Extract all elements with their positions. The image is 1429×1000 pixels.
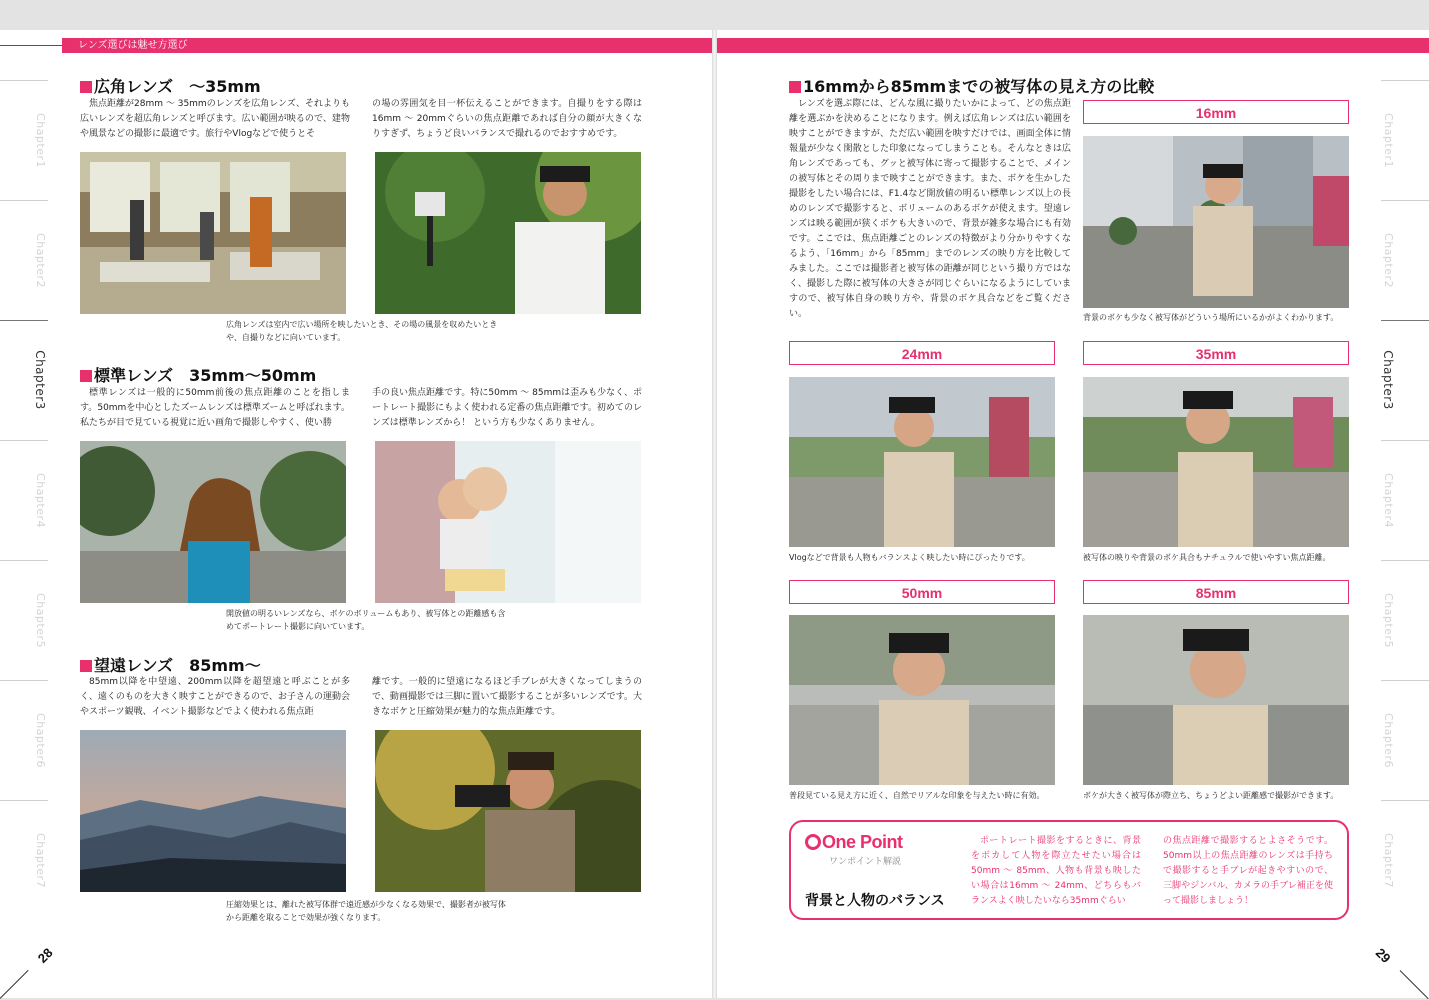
caption-standard: 開放値の明るいレンズなら、ボケのボリュームもあり、被写体との距離感も含めてポートレート撮影に向いています。 — [226, 609, 506, 631]
chapter-tab-label: Chapter7 — [33, 832, 47, 888]
chapter-tab — [1378, 324, 1398, 436]
section-wide-text-col2: の場の雰囲気を目一杯伝えることができます。自撮りをする際は16mm ～ 20mmぐらいの焦点距離であれば自分の顔が大きくなりすぎず、ちょうど良いバランスで撮れるのでおすすめです。 — [372, 99, 642, 139]
chapter-tab-label: Chapter5 — [33, 592, 47, 648]
chapter-tab-label: Chapter4 — [1381, 472, 1395, 528]
photo-photographer — [375, 730, 641, 892]
photo-children-curtain — [375, 441, 641, 603]
photo-16mm — [1083, 136, 1349, 308]
photo-indoor-group — [80, 152, 346, 314]
section-wide-text-col1: 焦点距離が28mm ～ 35mmのレンズを広角レンズ、それよりも広いレンズを超広角レンズと呼びます。広い範囲が映るので、建物や風景などの撮影に最適です。旅行やVlogなどで使うとそ — [80, 99, 350, 139]
photo-35mm — [1083, 377, 1349, 547]
header-band-right — [717, 38, 1429, 53]
caption-35mm: 被写体の映りや背景のボケ具合もナチュラルで使いやすい焦点距離。 — [1083, 553, 1331, 562]
section-title-standard: 標準レンズ 35mm～50mm — [80, 363, 316, 386]
chapter-tab — [30, 564, 50, 676]
section-telephoto-text-col2: 離です。一般的に望遠になるほど手ブレが大きくなってしまうので、動画撮影では三脚に置いて撮影することが多いレンズです。大きなボケと圧縮効果が魅力的な焦点距離です。 — [372, 677, 642, 717]
one-point-text-col1: ポートレート撮影をするときに、背景をボカして人物を際立たせたい場合は50mm ～ 85mm、人物も背景も映したい場合は16mm ～ 24mm、どちらもバランスよく映したいなら35mmぐらい — [971, 836, 1141, 906]
photo-vlog-man — [375, 152, 641, 314]
chapter-tab-divider — [0, 680, 48, 681]
chapter-tab-label: Chapter1 — [1381, 112, 1395, 168]
label-16mm: 16mm — [1083, 100, 1349, 124]
page-number-left: 28 — [34, 945, 56, 966]
chapter-tab-label: Chapter4 — [33, 472, 47, 528]
label-24mm: 24mm — [789, 341, 1055, 365]
chapter-tab-label: Chapter1 — [33, 112, 47, 168]
comparison-title: 16mmから85mmまでの被写体の見え方の比較 — [789, 74, 1154, 97]
comparison-intro: レンズを選ぶ際には、どんな風に撮りたいかによって、どの焦点距離を選ぶかを決めることになります。例えば広角レンズは広い範囲を映すことができますが、ただ広い範囲を映すだけでは、画面全体に情報量が少なく閑散とした印象になってしまうことも。そんなときは広角レンズであっても、グッと被写体に寄って撮影することで、メインの被写体とその周りまで映すことができます。また、ボケを生かした撮影をしたい場合には、F1.4など開放値の明るい標準レンズ以上の長めのレンズで撮影すると、ボリュームのあるボケが使えます。望遠レンズは映る範囲が狭くボケも大きいので、背景が雑多な場合にも有効です。ここでは、焦点距離ごとのレンズの特徴がより分かりやすくなるよう、「16mm」から「85mm」までのレンズの映り方を比較してみました。ここでは撮影者と被写体の距離が同じという撮り方ではなく、撮影した際に被写体の大きさが同じぐらいになるようにしていますので、被写体自身の映り方や、背景のボケ具合などをご覧ください。 — [789, 99, 1071, 319]
one-point-title: 背景と人物のバランス — [805, 893, 945, 909]
section-title-wide: 広角レンズ ～35mm — [80, 74, 261, 97]
chapter-tab — [1378, 684, 1398, 796]
chapter-tab — [30, 804, 50, 916]
chapter-tab — [30, 84, 50, 196]
label-35mm: 35mm — [1083, 341, 1349, 365]
label-50mm: 50mm — [789, 580, 1055, 604]
caption-50mm: 普段見ている見え方に近く、自然でリアルな印象を与えたい時に有効。 — [789, 791, 1045, 800]
chapter-tab — [30, 204, 50, 316]
section-marker — [80, 660, 92, 672]
section-telephoto-text-col1: 85mm以降を中望遠、200mm以降を超望遠と呼ぶことが多く、遠くのものを大きく映すことができるので、お子さんの運動会やスポーツ観戦、イベント撮影などでよく使われる焦点距 — [80, 677, 350, 717]
chapter-tab-label: Chapter6 — [1381, 712, 1395, 768]
chapter-tab-divider — [0, 560, 48, 561]
section-title-telephoto: 望遠レンズ 85mm～ — [80, 653, 261, 676]
caption-wide: 広角レンズは室内で広い場所を映したいとき、その場の風景を収めたいときや、自撮りなどに向いています。 — [226, 320, 498, 342]
chapter-tab-label: Chapter6 — [33, 712, 47, 768]
chapter-tab-divider — [1381, 80, 1429, 81]
page-number-right: 29 — [1372, 945, 1394, 966]
chapter-tab-label: Chapter3 — [33, 350, 47, 410]
header-rule-left — [0, 45, 62, 46]
chapter-tab-divider — [0, 80, 48, 81]
chapter-tab-divider — [0, 800, 48, 801]
running-title: レンズ選びは魅せ方選び — [78, 40, 188, 51]
chapter-tab-divider — [0, 440, 48, 441]
chapter-tab-divider — [1381, 800, 1429, 801]
book-gutter — [712, 30, 717, 998]
chapter-tab-label: Chapter2 — [1381, 232, 1395, 288]
chapter-tab-divider — [1381, 680, 1429, 681]
photo-50mm — [789, 615, 1055, 785]
chapter-tab-label: Chapter5 — [1381, 592, 1395, 648]
photo-85mm — [1083, 615, 1349, 785]
chapter-tab — [30, 684, 50, 796]
chapter-tab-divider — [1381, 440, 1429, 441]
chapter-tab-label: Chapter3 — [1381, 350, 1395, 410]
chapter-tab — [1378, 204, 1398, 316]
section-marker — [80, 81, 92, 93]
one-point-logo-ring — [805, 834, 821, 850]
one-point-box — [789, 820, 1349, 920]
caption-16mm: 背景のボケも少なく被写体がどういう場所にいるかがよくわかります。 — [1083, 313, 1339, 322]
photo-mountain-sunset — [80, 730, 346, 892]
chapter-tab-divider — [1381, 200, 1429, 201]
chapter-tab-divider — [1381, 320, 1429, 321]
chapter-tab-label: Chapter2 — [33, 232, 47, 288]
photo-24mm — [789, 377, 1055, 547]
caption-telephoto: 圧縮効果とは、離れた被写体群で遠近感が少なくなる効果で、撮影者が被写体から距離を取ることで効果が強くなります。 — [226, 900, 506, 922]
one-point-subtitle: ワンポイント解説 — [829, 857, 902, 867]
section-standard-text-col1: 標準レンズは一般的に50mm前後の焦点距離のことを指します。50mmを中心としたズームレンズは標準ズームと呼ばれます。私たちが目で見ている視覚に近い画角で撮影しやすく、使い勝 — [80, 388, 350, 428]
one-point-logo: One Point — [805, 832, 903, 853]
chapter-tab — [1378, 564, 1398, 676]
chapter-tab — [1378, 84, 1398, 196]
section-marker — [80, 370, 92, 382]
one-point-text-col2: の焦点距離で撮影するとよさそうです。50mm以上の焦点距離のレンズは手持ちで撮影すると手ブレが起きやすいので、三脚やジンバル、カメラの手ブレ補正を使って撮影しましょう！ — [1163, 836, 1333, 906]
chapter-tab — [1378, 444, 1398, 556]
caption-85mm: ボケが大きく被写体が際立ち、ちょうどよい距離感で撮影ができます。 — [1083, 791, 1339, 800]
chapter-tab-divider — [0, 320, 48, 321]
chapter-tab — [30, 444, 50, 556]
chapter-tab — [30, 324, 50, 436]
caption-24mm: Vlogなどで背景も人物もバランスよく映したい時にぴったりです。 — [789, 553, 1030, 562]
chapter-tab-label: Chapter7 — [1381, 832, 1395, 888]
chapter-tab — [1378, 804, 1398, 916]
label-85mm: 85mm — [1083, 580, 1349, 604]
section-marker — [789, 81, 801, 93]
photo-portrait-woman — [80, 441, 346, 603]
chapter-tab-divider — [0, 200, 48, 201]
section-standard-text-col2: 手の良い焦点距離です。特に50mm ～ 85mmは歪みも少なく、ポートレート撮影にもよく使われる定番の焦点距離です。初めてのレンズは標準レンズから！ という方も少なくありません。 — [372, 388, 642, 428]
chapter-tab-divider — [1381, 560, 1429, 561]
